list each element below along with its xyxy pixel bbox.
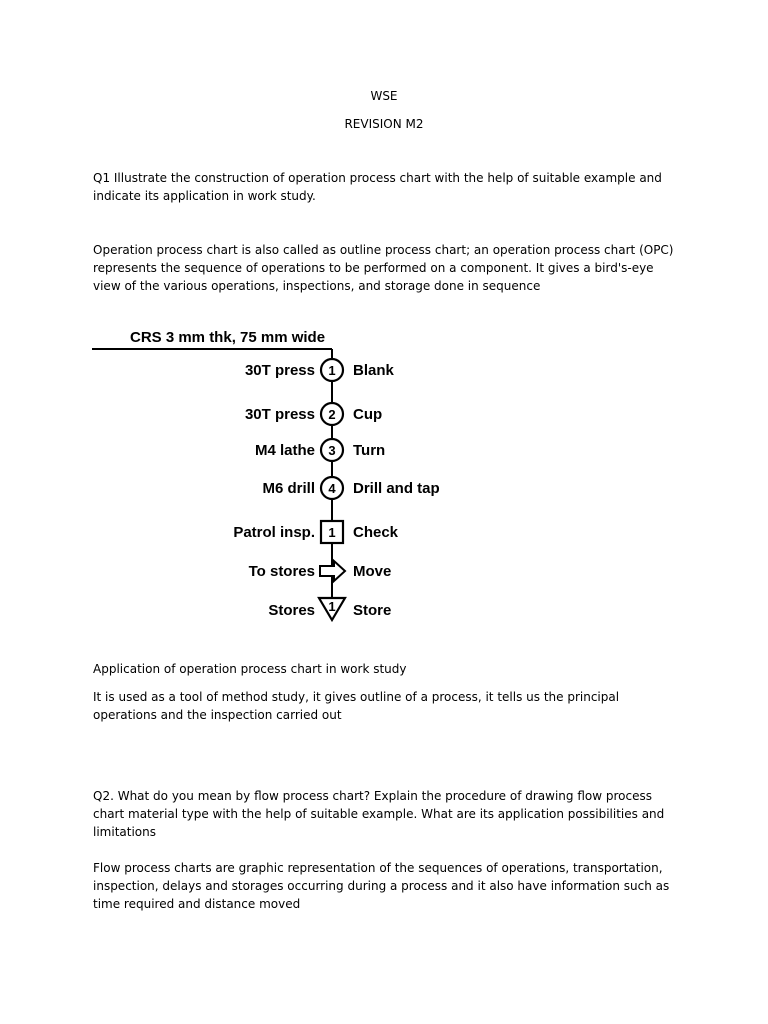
step-equipment-label: M4 lathe (254, 442, 315, 459)
step-number: 1 (328, 525, 336, 540)
step-equipment-label: 30T press (244, 406, 315, 423)
step-activity-label: Store (353, 602, 392, 619)
step-equipment-label: To stores (248, 563, 315, 580)
step-number: 1 (328, 363, 336, 378)
step-number: 4 (328, 481, 336, 496)
q1-question: Q1 Illustrate the construction of operation process chart with the help of suitable example and indicate its application in work study. (93, 171, 662, 203)
chart-steps (233, 359, 439, 620)
step-activity-label: Drill and tap (353, 480, 440, 497)
q1-answer: Operation process chart is also called as outline process chart; an operation process chart (OPC) represents the sequence of operations to be performed on a component. It gives a bird's-eye view of the various operations, inspections, and storage done in sequence (93, 243, 674, 293)
step-activity-label: Blank (353, 362, 394, 379)
chart-step-inspection (233, 521, 398, 543)
chart-step-operation (245, 359, 395, 381)
chart-step-operation (245, 403, 382, 425)
chart-step-storage (268, 598, 391, 620)
step-equipment-label: M6 drill (262, 480, 315, 497)
step-activity-label: Turn (353, 442, 386, 459)
chart-step-operation (262, 477, 439, 499)
q2-question: Q2. What do you mean by flow process chart? Explain the procedure of drawing flow process chart material type with the help of suitable example. What are its application possibilities and limitations (93, 789, 665, 839)
document-heading: WSE (370, 89, 398, 103)
step-equipment-label: 30T press (244, 362, 315, 379)
step-equipment-label: Patrol insp. (233, 524, 315, 541)
q1-application-heading: Application of operation process chart in work study (93, 662, 407, 676)
chart-step-transport (249, 561, 392, 581)
step-activity-label: Check (353, 524, 399, 541)
chart-step-operation (255, 439, 385, 461)
operation-process-chart (92, 322, 472, 630)
step-number: 3 (328, 443, 336, 458)
step-equipment-label: Stores (268, 602, 315, 619)
document-subheading: REVISION M2 (344, 117, 424, 131)
q2-answer: Flow process charts are graphic representation of the sequences of operations, transportation, inspection, delays and storages occurring during a process and it also have information such as time required and distance moved (93, 861, 670, 911)
q1-application-text: It is used as a tool of method study, it gives outline of a process, it tells us the principal operations and the inspection carried out (93, 690, 620, 722)
step-number: 1 (328, 599, 336, 614)
step-activity-label: Cup (353, 406, 383, 423)
step-activity-label: Move (353, 563, 392, 580)
step-number: 2 (328, 407, 336, 422)
chart-material-label: CRS 3 mm thk, 75 mm wide (130, 329, 326, 346)
